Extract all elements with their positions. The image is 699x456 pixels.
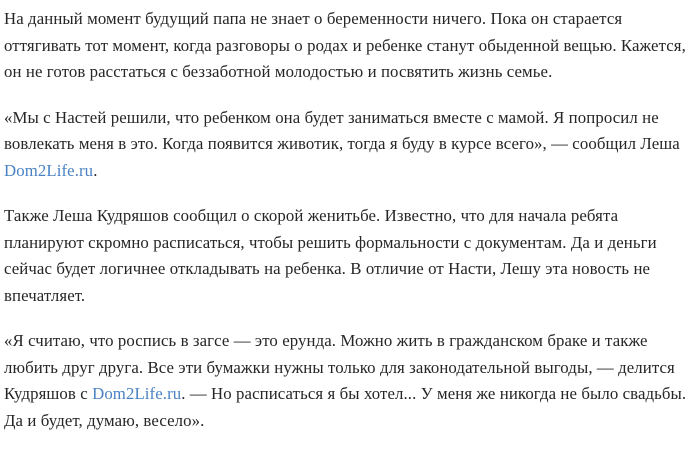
inline-link[interactable]: Dom2Life.ru [92, 384, 182, 403]
paragraph-4 [4, 328, 689, 434]
paragraph-3 [4, 203, 689, 309]
paragraph-text: . — Но расписаться я бы хотел... У меня же никогда не было свадьбы. Да и будет, думаю, весело». [4, 384, 687, 430]
paragraph-text: «Мы с Настей решили, что ребенком она будет заниматься вместе с мамой. Я попросил не вовлекать меня в это. Когда появится животик, тогда я буду в курсе всего», — сообщил Леша [4, 107, 680, 153]
paragraph-2 [4, 105, 689, 185]
inline-link[interactable]: Dom2Life.ru [4, 160, 94, 180]
paragraph-text: . [93, 160, 98, 180]
paragraph-text: «Я считаю, что роспись в загсе — это ерунда. Можно жить в гражданском браке и также любить друг друга. Все эти бумажки нужны только для законодательной выгоды, — делится Кудряшов с [4, 331, 675, 403]
paragraph-1 [4, 6, 689, 86]
paragraph-text: Также Леша Кудряшов сообщил о скорой женитьбе. Известно, что для начала ребята планируют скромно расписаться, чтобы решить формальности с документам. Да и деньги сейчас будет логичнее откладывать на ребенка. В отличие от Насти, Лешу эта новость не впечатляет. [4, 206, 657, 305]
paragraph-text: На данный момент будущий папа не знает о беременности ничего. Пока он старается оттягивать тот момент, когда разговоры о родах и ребенке станут обыденной вещью. Кажется, он не готов расстаться с беззаботной молодостью и посвятить жизнь семье. [4, 9, 686, 81]
